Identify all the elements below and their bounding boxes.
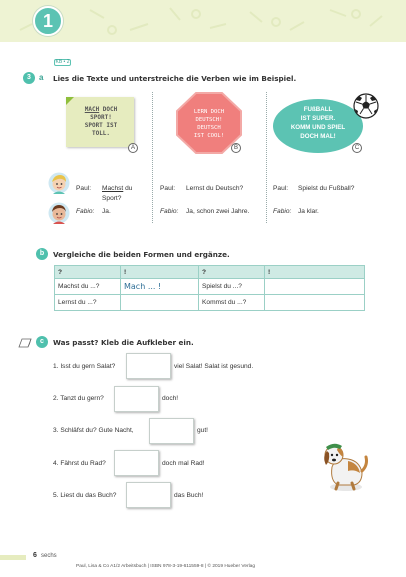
table-cell: Kommst du ...? [199,295,265,311]
sign-a-line1-rest: DOCH [99,106,118,113]
table-answer-cell[interactable] [121,295,199,311]
dialog-c-fabio-label: Fabio: [273,208,292,215]
dialog-c-fabio-text: Ja klar. [298,208,319,215]
exercise-number-badge: 3 [23,72,35,84]
sign-a-line3: SPORT IST [84,122,118,129]
table-header-cell: ? [199,266,265,279]
sign-b-tag: B [231,143,241,153]
dialog-a-paul-line2: Sport? [102,195,122,202]
table-answer-cell[interactable] [265,295,365,311]
dialog-a-paul-rest: du [123,185,133,192]
fabio-avatar [48,202,70,224]
sticker-icon [18,338,32,348]
dialog-a-paul-line1 [102,184,132,193]
dialog-a-verb: Machst [102,185,124,192]
sticker-slot-2[interactable] [114,386,159,412]
item-4-answer-end: doch mal Rad! [162,460,205,467]
table-header-cell: ! [121,266,199,279]
table-header-cell: ! [265,266,365,279]
dialog-c-paul-text: Spielst du Fußball? [298,185,355,192]
sign-a-verb: MACH [84,106,100,113]
footer-accent-bar [0,555,26,560]
sign-c-line: FUßBALL [303,106,333,113]
sign-b-text [181,108,237,140]
dog-illustration [318,437,370,495]
dialog-b-fabio-label: Fabio: [160,208,179,215]
sign-b-line: LERN DOCH [193,109,225,115]
sign-b-line: DEUTSCH! [195,117,223,123]
dialog-a-fabio-text: Ja. [102,208,111,215]
item-2-question: 2. Tanzt du gern? [53,395,104,402]
sign-c-line: KOMM UND SPIEL [290,124,346,131]
table-header-row [55,266,365,279]
item-1-question: 1. Isst du gern Salat? [53,363,116,370]
table-cell: Spielst du ...? [199,279,265,295]
kb-reference-tag: KB • 2 [55,59,70,65]
sign-a-tag: A [128,143,138,153]
paul-avatar [48,172,70,194]
dialog-c-paul-label: Paul: [273,185,289,192]
column-divider [266,92,267,223]
sign-a-line4: TOLL. [91,130,111,137]
footer-credit: Paul, Lisa & Co A1/2 Arbeitsbuch | ISBN 978-3-19-611559-8 | © 2019 Hueber Verlag [76,564,256,569]
sign-c-line: IST SUPER. [300,115,336,122]
exercise-letter-c-badge: c [36,336,48,348]
sticker-slot-3[interactable] [149,418,194,444]
sign-a-line2: SPORT! [90,114,112,121]
column-divider [152,92,153,223]
exercise-3a-instruction: Lies die Texte und unterstreiche die Verben wie im Beispiel. [53,74,297,83]
table-row [55,295,365,311]
dialog-a-paul-label: Paul: [76,185,92,192]
exercise-letter-a: a [39,73,44,82]
table-cell-sample-answer: Mach ... ! [121,279,199,295]
exercise-3b-instruction: Vergleiche die beiden Formen und ergänze. [53,250,230,259]
item-3-question: 3. Schläfst du? Gute Nacht, [53,427,134,434]
exercise-letter-b-badge: b [36,248,48,260]
page-number: 6 [33,552,37,559]
sign-b-line: DEUTSCH [197,125,221,131]
sticker-slot-4[interactable] [114,450,159,476]
item-2-answer-end: doch! [162,395,179,402]
sticker-slot-1[interactable] [126,353,171,379]
sign-b-line: IST COOL! [193,133,225,139]
table-cell: Machst du ...? [55,279,121,295]
dialog-b-fabio-text: Ja, schon zwei Jahre. [186,208,250,215]
item-3-answer-end: gut! [197,427,208,434]
item-4-question: 4. Fährst du Rad? [53,460,106,467]
table-cell: Lernst du ...? [55,295,121,311]
sign-c-line: DOCH MAL! [300,133,336,140]
unit-number-badge: 1 [33,6,63,36]
sign-c-tag: C [352,143,362,153]
dialog-b-paul-label: Paul: [160,185,176,192]
sign-c-text [277,105,359,141]
item-5-question: 5. Liest du das Buch? [53,492,117,499]
item-5-answer-end: das Buch! [174,492,204,499]
dialog-b-paul-text: Lernst du Deutsch? [186,185,244,192]
page-number-word: sechs [41,553,57,559]
sign-a-note [66,97,134,147]
soccer-ball-icon [353,93,379,119]
note-corner [66,97,74,105]
table-answer-cell[interactable] [265,279,365,295]
table-row [55,279,365,295]
sticker-slot-5[interactable] [126,482,171,508]
sign-a-text [70,106,132,138]
item-1-answer-end: viel Salat! Salat ist gesund. [174,363,254,370]
table-header-cell: ? [55,266,121,279]
exercise-3c-instruction: Was passt? Kleb die Aufkleber ein. [53,338,194,347]
dialog-a-fabio-label: Fabio: [76,208,95,215]
comparison-table [54,265,365,311]
